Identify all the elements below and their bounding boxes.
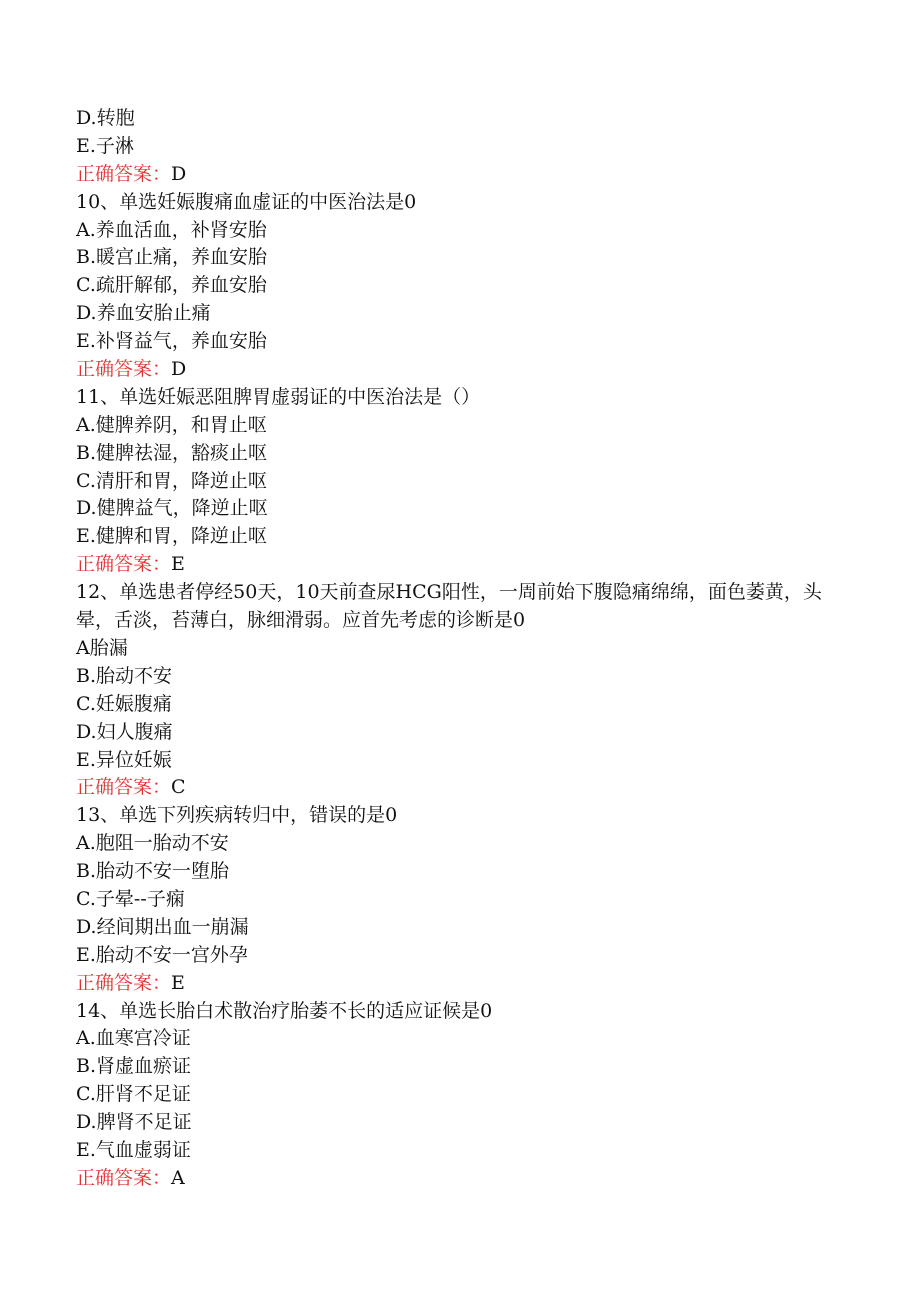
option-line: C.疏肝解郁，养血安胎: [76, 274, 267, 297]
answer-line: [76, 356, 846, 384]
answer-label: 正确答案：: [76, 1166, 172, 1189]
answer-value: D: [171, 358, 187, 381]
option-line: E.异位妊娠: [76, 748, 172, 771]
answer-label: 正确答案：: [76, 971, 172, 994]
document-page: [76, 105, 846, 1193]
question-14-stem: 14、单选长胎白术散治疗胎萎不长的适应证候是0: [76, 999, 493, 1022]
question-11-stem: 11、单选妊娠恶阻脾胃虚弱证的中医治法是（）: [76, 385, 481, 408]
option-line: D.养血安胎止痛: [76, 302, 211, 325]
option-line: B.健脾祛湿，豁痰止呕: [76, 441, 268, 464]
option-line: B.胎动不安: [76, 664, 173, 687]
option-line: B.肾虚血瘀证: [76, 1055, 192, 1078]
option-line: C.清肝和胃，降逆止呕: [76, 469, 267, 492]
answer-value: E: [171, 553, 185, 576]
question-13-stem: 13、单选下列疾病转归中，错误的是0: [76, 804, 398, 827]
answer-line: [76, 161, 846, 189]
option-line: B.胎动不安一堕胎: [76, 860, 230, 883]
answer-label: 正确答案：: [76, 162, 172, 185]
answer-label: 正确答案：: [76, 358, 172, 381]
answer-label: 正确答案：: [76, 776, 172, 799]
option-line: D.转胞: [76, 107, 135, 129]
answer-value: C: [171, 776, 186, 799]
option-line: E.胎动不安一宫外孕: [76, 943, 248, 966]
option-line: B.暖宫止痛，养血安胎: [76, 246, 268, 269]
option-line: E.气血虚弱证: [76, 1138, 191, 1161]
option-line: C.肝肾不足证: [76, 1083, 191, 1106]
option-line: D.经间期出血一崩漏: [76, 915, 249, 938]
option-line: A.健脾养阴，和胃止呕: [76, 413, 267, 436]
answer-value: A: [171, 1166, 185, 1189]
option-line: D.脾肾不足证: [76, 1111, 192, 1134]
answer-line: [76, 774, 846, 802]
question-10-stem: 10、单选妊娠腹痛血虚证的中医治法是0: [76, 190, 417, 213]
option-line: D.妇人腹痛: [76, 720, 173, 743]
answer-value: D: [171, 162, 187, 185]
option-line: E.健脾和胃，降逆止呕: [76, 525, 267, 548]
option-line: A.血寒宫冷证: [76, 1027, 191, 1050]
answer-line: [76, 1165, 846, 1193]
answer-value: E: [171, 971, 185, 994]
answer-line: [76, 970, 846, 998]
option-line: E.子淋: [76, 134, 134, 157]
option-line: D.健脾益气，降逆止呕: [76, 497, 268, 520]
option-line: E.补肾益气，养血安胎: [76, 330, 267, 353]
option-line: C.妊娠腹痛: [76, 692, 172, 715]
question-12-stem: 12、单选患者停经50天，10天前查尿HCG阳性，一周前始下腹隐痛绵绵，面色萎黄，头晕，舌淡，苔薄白，脉细滑弱。应首先考虑的诊断是0: [76, 581, 822, 632]
answer-label: 正确答案：: [76, 553, 172, 576]
option-line: A.养血活血，补肾安胎: [76, 218, 267, 241]
answer-line: [76, 551, 846, 579]
option-line: A.胞阻一胎动不安: [76, 832, 229, 855]
option-line: C.子晕--子痫: [76, 887, 185, 910]
option-line: A胎漏: [76, 636, 128, 659]
